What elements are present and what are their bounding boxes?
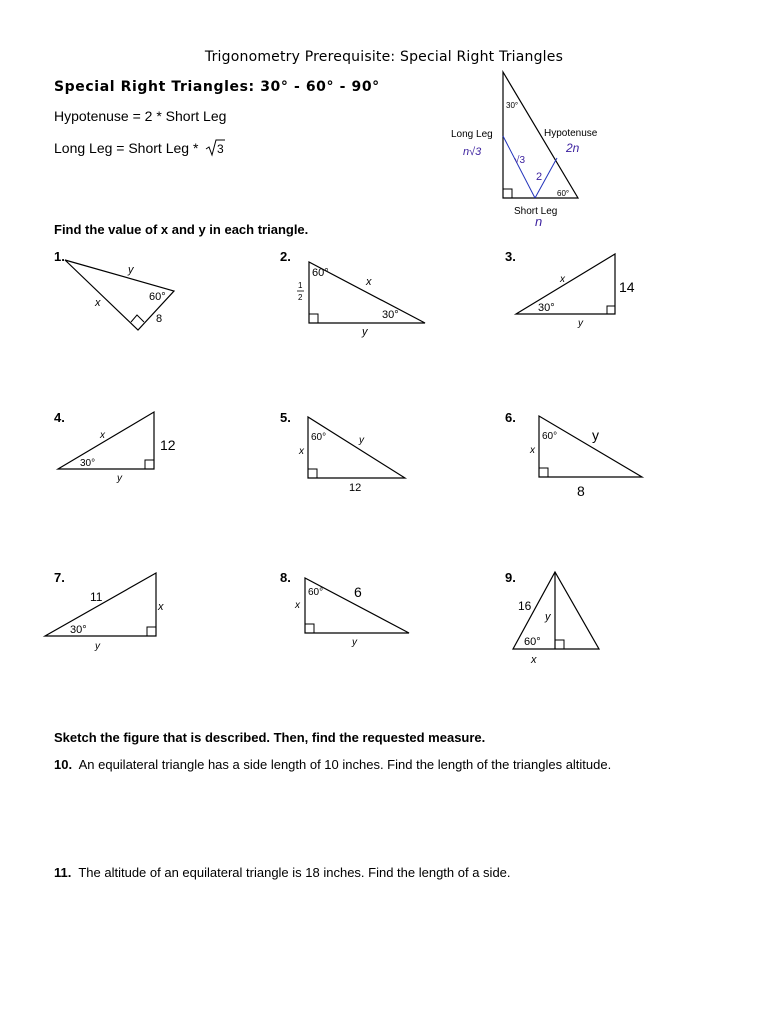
p2-frac-num: 1 xyxy=(298,281,303,290)
p3-label-x: x xyxy=(560,274,565,285)
reference-triangle-diagram xyxy=(436,66,606,232)
p5-label-x: x xyxy=(299,446,304,457)
p7-hyp-11: 11 xyxy=(90,590,103,604)
ref-short-leg-label: Short Leg xyxy=(514,206,558,217)
question-11 xyxy=(54,865,511,880)
p6-label-y: y xyxy=(592,427,599,443)
problem-7-number: 7. xyxy=(54,570,65,585)
p3-label-y: y xyxy=(578,318,583,329)
p3-angle-30: 30° xyxy=(538,302,555,314)
ref-angle-30: 30° xyxy=(506,101,519,110)
problem-6-number: 6. xyxy=(505,410,516,425)
problem-5-triangle xyxy=(295,412,415,497)
problem-2-number: 2. xyxy=(280,249,291,264)
p3-side-14: 14 xyxy=(619,279,635,295)
p4-angle-30: 30° xyxy=(80,458,96,469)
ref-inner-sqrt3: √3 xyxy=(514,155,526,166)
p5-angle-60: 60° xyxy=(311,432,327,443)
p9-angle-60: 60° xyxy=(524,636,541,648)
p9-label-x: x xyxy=(531,654,537,666)
ref-inner-two: 2 xyxy=(536,171,543,183)
p9-label-y: y xyxy=(545,611,551,623)
p1-angle-60: 60° xyxy=(149,291,166,303)
problem-9-triangle xyxy=(505,568,615,668)
p8-label-y: y xyxy=(352,637,357,648)
section-heading: Special Right Triangles: 30° - 60° - 90° xyxy=(54,79,380,95)
problem-8-number: 8. xyxy=(280,570,291,585)
rule-long-leg xyxy=(54,139,225,157)
p7-angle-30: 30° xyxy=(70,624,87,636)
question-11-number: 11. xyxy=(54,865,72,880)
problem-3-number: 3. xyxy=(505,249,516,264)
p7-label-y: y xyxy=(95,641,100,652)
p1-side-8: 8 xyxy=(156,313,163,325)
question-10 xyxy=(54,757,611,772)
p6-angle-60: 60° xyxy=(542,431,558,442)
question-10-text: An equilateral triangle has a side length of 10 inches. Find the length of the triangles altitude. xyxy=(78,757,612,772)
sqrt-radicand: 3 xyxy=(217,142,224,156)
ref-long-leg-value: n√3 xyxy=(463,146,482,158)
p8-hyp-6: 6 xyxy=(354,584,362,600)
rule-long-leg-text: Long Leg = Short Leg * xyxy=(54,140,199,156)
problem-8-triangle xyxy=(292,572,417,652)
ref-angle-60: 60° xyxy=(557,189,570,198)
problem-9-number: 9. xyxy=(505,570,516,585)
right-angle-mark xyxy=(503,189,512,198)
problem-2-triangle xyxy=(290,255,435,340)
problem-1-number: 1. xyxy=(54,249,65,264)
ref-short-leg-value: n xyxy=(535,214,543,229)
p4-label-y: y xyxy=(117,473,122,484)
p2-frac-den: 2 xyxy=(298,293,303,302)
instructions-find-xy: Find the value of x and y in each triangle. xyxy=(54,222,309,237)
question-10-number: 10. xyxy=(54,757,73,772)
question-11-text: The altitude of an equilateral triangle is 18 inches. Find the length of a side. xyxy=(78,865,511,880)
ref-hypotenuse-label: Hypotenuse xyxy=(544,128,598,139)
p5-side-12: 12 xyxy=(349,482,362,494)
problem-3-triangle xyxy=(510,250,640,330)
p5-label-y: y xyxy=(359,435,364,446)
p6-label-x: x xyxy=(530,445,535,456)
p2-label-x: x xyxy=(366,276,372,288)
p2-angle-30: 30° xyxy=(382,309,399,321)
sqrt-symbol xyxy=(205,139,225,157)
problem-6-triangle xyxy=(525,412,655,502)
p1-label-y: y xyxy=(128,264,134,276)
ref-long-leg-label: Long Leg xyxy=(451,129,493,140)
p1-label-x: x xyxy=(95,297,101,309)
p8-label-x: x xyxy=(295,600,300,611)
page-title: Trigonometry Prerequisite: Special Right Triangles xyxy=(204,49,564,65)
rule-hypotenuse: Hypotenuse = 2 * Short Leg xyxy=(54,108,227,124)
p7-label-x: x xyxy=(158,601,164,613)
p2-angle-60: 60° xyxy=(312,267,329,279)
p4-label-x: x xyxy=(100,430,105,441)
problem-5-number: 5. xyxy=(280,410,291,425)
p2-label-y: y xyxy=(362,326,368,338)
instructions-sketch: Sketch the figure that is described. Then, find the requested measure. xyxy=(54,730,486,745)
problem-4-triangle xyxy=(54,405,184,490)
p8-angle-60: 60° xyxy=(308,587,324,598)
p6-side-8: 8 xyxy=(577,483,585,499)
problem-4-number: 4. xyxy=(54,410,65,425)
problem-7-triangle xyxy=(40,568,180,653)
p9-side-16: 16 xyxy=(518,599,532,613)
p4-side-12: 12 xyxy=(160,437,176,453)
ref-hypotenuse-value: 2n xyxy=(566,141,580,155)
problem-1-triangle xyxy=(60,250,190,340)
